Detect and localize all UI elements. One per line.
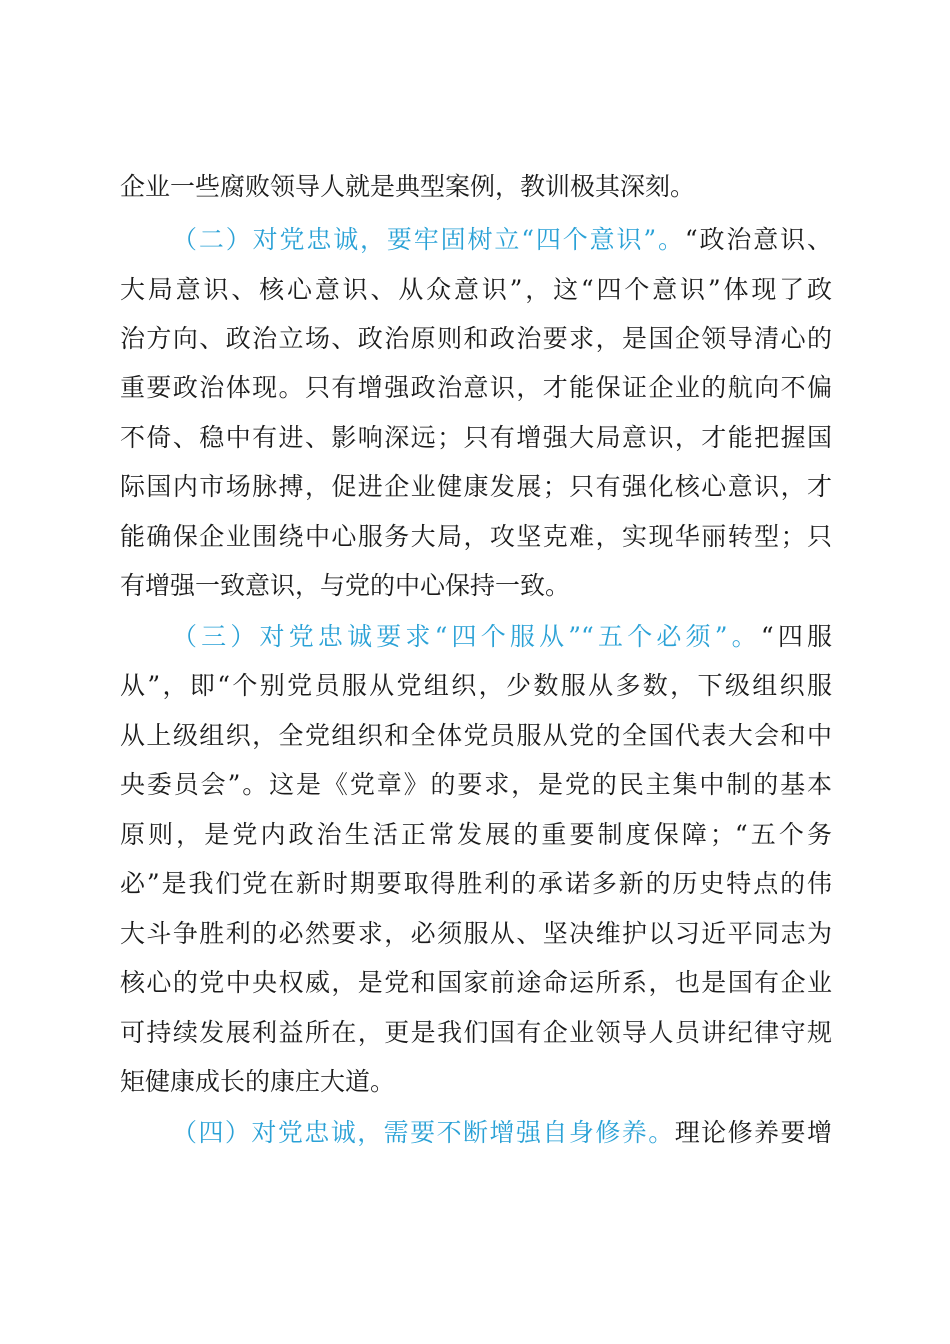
line-text: “政治意识、 [684,225,833,254]
line-text: 核心的党中央权威，是党和国家前途命运所系，也是国有企业 [120,968,832,997]
line-text: 从上级组织，全党组织和全体党员服从党的全国代表大会和中 [120,721,832,750]
paragraph-line [120,815,832,855]
paragraph-line [120,914,832,954]
paragraph-line [120,864,832,904]
paragraph-line [120,716,832,756]
section-heading-line [120,220,832,260]
paragraph-line [120,270,832,310]
section-heading: （二）对党忠诚，要牢固树立“四个意识”。 [172,225,685,254]
paragraph-line [120,765,832,805]
line-text: 央委员会”。这是《党章》的要求，是党的民主集中制的基本 [120,770,832,799]
line-text: 有增强一致意识，与党的中心保持一致。 [120,571,571,600]
line-text: 企业一些腐败领导人就是典型案例，教训极其深刻。 [120,172,696,201]
line-text: 大斗争胜利的必然要求，必须服从、坚决维护以习近平同志为 [120,919,832,948]
paragraph-line [120,167,832,207]
paragraph-line [120,566,832,606]
paragraph-line [120,368,832,408]
section-heading-line [120,1113,832,1153]
line-text: 能确保企业围绕中心服务大局，攻坚克难，实现华丽转型；只 [120,522,832,551]
paragraph-line [120,963,832,1003]
line-text: 重要政治体现。只有增强政治意识，才能保证企业的航向不偏 [120,373,832,402]
line-text: 理论修养要增 [674,1118,832,1147]
line-text: 际国内市场脉搏，促进企业健康发展；只有强化核心意识，才 [120,472,832,501]
paragraph-line [120,418,832,458]
line-text: 大局意识、核心意识、从众意识”，这“四个意识”体现了政 [120,275,832,304]
line-text: “四服 [760,622,833,651]
section-heading: （三）对党忠诚要求“四个服从”“五个必须”。 [172,622,761,651]
paragraph-line [120,467,832,507]
paragraph-line [120,319,832,359]
line-text: 原则，是党内政治生活正常发展的重要制度保障；“五个务 [120,820,832,849]
line-text: 必”是我们党在新时期要取得胜利的承诺多新的历史特点的伟 [120,869,832,898]
paragraph-line [120,1062,832,1102]
paragraph-line [120,517,832,557]
line-text: 不倚、稳中有进、影响深远；只有增强大局意识，才能把握国 [120,423,832,452]
section-heading-line [120,617,832,657]
section-heading: （四）对党忠诚，需要不断增强自身修养。 [172,1118,675,1147]
paragraph-line [120,1013,832,1053]
line-text: 矩健康成长的康庄大道。 [120,1067,396,1096]
line-text: 从”，即“个别党员服从党组织，少数服从多数，下级组织服 [120,671,832,700]
line-text: 可持续发展利益所在，更是我们国有企业领导人员讲纪律守规 [120,1018,832,1047]
paragraph-line [120,666,832,706]
line-text: 治方向、政治立场、政治原则和政治要求，是国企领导清心的 [120,324,832,353]
